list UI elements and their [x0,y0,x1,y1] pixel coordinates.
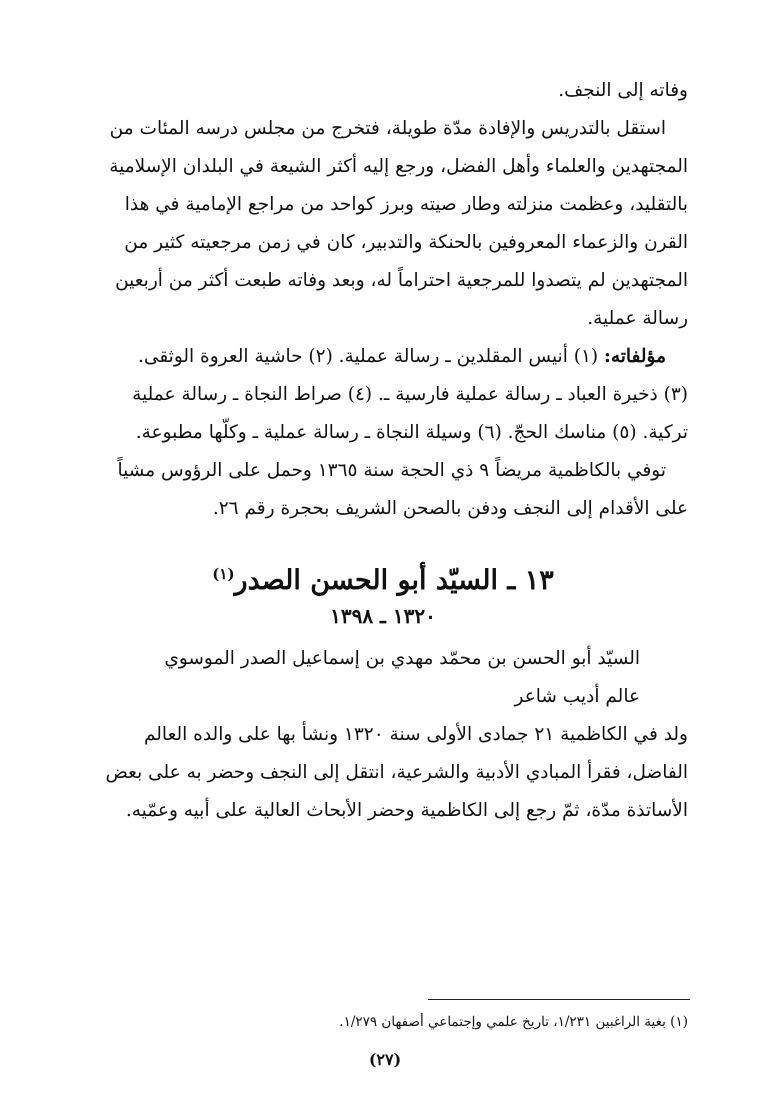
footnote: (١) بغية الراغبين ١/٢٣١، تاريخ علمي وإجتماعي أصفهان ١/٢٧٩. [339,1014,688,1030]
text-line: ولد في الكاظمية ٢١ جمادى الأولى سنة ١٣٢٠ ونشأ بها على والده العالم [143,724,688,745]
text-line: الأساتذة مدّة، ثمّ رجع إلى الكاظمية وحضر الأبحاث العالية على أبيه وعمّيه. [125,800,688,821]
text-line: المجتهدين لم يتصدوا للمرجعية احتراماً له، وبعد وفاته طبعت أكثر من أربعين [115,270,688,291]
text-line: المجتهدين والعلماء وأهل الفضل، ورجع إليه أكثر الشيعة في البلدان الإسلامية [109,156,688,177]
description-line: عالم أديب شاعر [514,686,640,707]
section-title: ١٣ ـ السيّد أبو الحسن الصدر [234,565,554,596]
page-body [78,72,688,830]
works-label: مؤلفاته: [604,346,666,367]
text-line: القرن والزعماء المعروفين بالحنكة والتدبير، كان في زمن مرجعيته كثير من [124,232,688,253]
text-line: استقل بالتدريس والإفادة مدّة طويلة، فتخرج من مجلس درسه المئات من [109,118,666,139]
text-line: توفي بالكاظمية مريضاً ٩ ذي الحجة سنة ١٣٦٥ وحمل على الرؤوس مشياً [117,460,666,481]
works-line: (٣) ذخيرة العباد ـ رسالة عملية فارسية ـ. (٤) صراط النجاة ـ رسالة عملية [132,384,688,405]
works-line: تركية. (٥) مناسك الحجّ. (٦) وسيلة النجاة ـ رسالة عملية ـ وكلّها مطبوعة. [135,422,688,443]
works-text: (١) أنيس المقلدين ـ رسالة عملية. (٢) حاشية العروة الوثقى. [138,346,604,367]
text-line: وفاته إلى النجف. [558,80,688,101]
page-number: (٢٧) [368,1050,402,1069]
text-line: الفاضل، فقرأ المبادي الأدبية والشرعية، انتقل إلى النجف وحضر به على بعض [105,762,688,783]
text-line: بالتقليد، وعظمت منزلته وطار صيته وبرز كواحد من مراجع الإمامية في هذا [124,194,688,215]
section-heading [78,550,688,598]
works-line [78,338,688,376]
footnote-marker: (١) [212,565,235,583]
footnote-divider [428,999,690,1000]
name-line: السيّد أبو الحسن بن محمّد مهدي بن إسماعيل الصدر الموسوي [164,648,640,669]
text-line: رسالة عملية. [587,308,688,329]
text-line: على الأقدام إلى النجف ودفن بالصحن الشريف بحجرة رقم ٢٦. [212,498,688,519]
section-years: ١٣٢٠ ـ ١٣٩٨ [330,604,436,628]
